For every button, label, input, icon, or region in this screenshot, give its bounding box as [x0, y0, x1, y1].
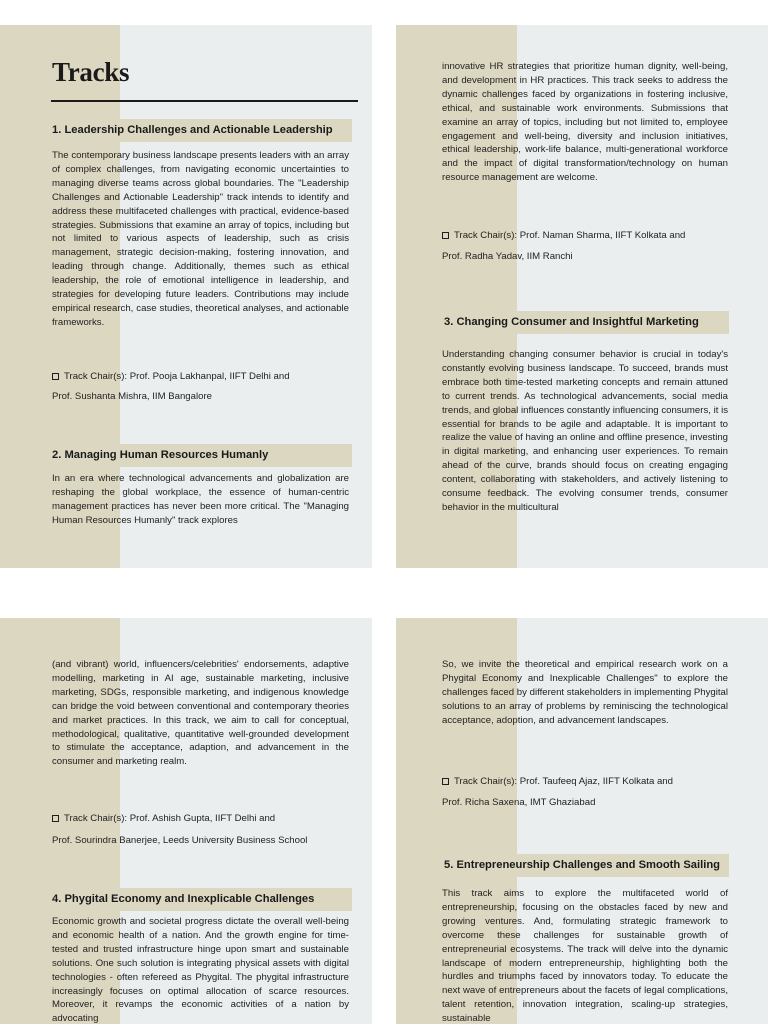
track-2-chair-text-1: Track Chair(s): Prof. Naman Sharma, IIFT Kolkata and — [454, 230, 686, 241]
track-1-body: The contemporary business landscape presents leaders with an array of complex challenges, from navigating economic uncertainties to managing diverse teams across global boundaries. The "Leadership Challenges and Actionable Leadership" track intends to identify and address these multifaceted challenges with practical, evidence-based strategies. Submissions that examine an array of topics, including but not limited to various aspects of leadership, such as crisis management, strategic decision-making, fostering innovation, and leading through change. Additionally, themes such as ethical leadership, the role of emotional intelligence in leadership, and strategies for developing future leaders. Contributions may include empirical research, case studies, theoretical analyses, and actionable frameworks. — [52, 150, 349, 328]
track-3-body-part-2: (and vibrant) world, influencers/celebrities' endorsements, adaptive modelling, marketing in AI age, sustainable marketing, inclusive marketing, SDGs, responsible marketing, and indigenous knowledge can bridge the void between conventional and contemporary theories and market practices. In this track, we aim to call for conceptual, methodological, qualitative, quantitative well-grounded development to stimulate the acceptance, adaption, and advancement in the consumer and marketing realm. — [52, 659, 349, 768]
track-2-heading: 2. Managing Human Resources Humanly — [49, 444, 352, 467]
track-2-chair-line-1 — [442, 230, 685, 241]
page-top-left — [0, 25, 372, 568]
track-2-body-part-2: innovative HR strategies that prioritize human dignity, well-being, and development in HR practices. This track seeks to address the dynamic challenges faced by organizations in fostering inclusive, ethical, and sustainable work environments. Submissions that examine an array of topics, including but not limited to, employee engagement and well-being, diversity and inclusion initiatives, ethical leadership, work-life balance, multi-generational workforce and the impact of digital transformation/technology on human resource management are welcome. — [442, 61, 728, 184]
track-5-body: This track aims to explore the multifaceted world of entrepreneurship, focusing on the obstacles faced by new and growing ventures. And, formulating strategic framework to overcome these challenges for sustainable growth of entrepreneurial ecosystems. The track will delve into the dynamic landscape of modern entrepreneurship, highlighting both the hurdles and triumphs faced by innovators today. To educate the next wave of entrepreneurs about the facets of legal complications, talent retention, innovation integration, scaling-up strategies, sustainable — [442, 888, 728, 1024]
track-3-body-part-1: Understanding changing consumer behavior is crucial in today's constantly evolving business landscape. To succeed, brands must embrace both time-tested marketing concepts and remain attuned to current trends. As technological advancements, social media trends, and global influences constantly influencing consumers, it is essential for brands to be agile and adaptable. It is important to realize the value of having an online and offline presence, investing in digital marketing, and enhancing user experiences. To remain ahead of the curve, brands should focus on creating engaging content, collaborating with stakeholders, and actively listening to consume feedback. The evolving consumer trends, consumer behavior in the multicultural — [442, 349, 728, 513]
checkbox-bullet-icon — [52, 373, 59, 380]
track-1-chair-text-1: Track Chair(s): Prof. Pooja Lakhanpal, IIFT Delhi and — [64, 371, 290, 382]
track-3-chair-text-1: Track Chair(s): Prof. Ashish Gupta, IIFT Delhi and — [64, 813, 276, 824]
track-4-heading: 4. Phygital Economy and Inexplicable Challenges — [49, 888, 352, 911]
track-3-chair-line-1 — [52, 813, 275, 824]
track-2-chair-line-2: Prof. Radha Yadav, IIM Ranchi — [442, 251, 573, 262]
checkbox-bullet-icon — [52, 815, 59, 822]
track-5-heading: 5. Entrepreneurship Challenges and Smooth Sailing — [441, 854, 729, 877]
track-1-heading: 1. Leadership Challenges and Actionable Leadership — [49, 119, 352, 142]
page-bottom-right — [396, 618, 768, 1024]
track-2-body-part-1: In an era where technological advancements and globalization are reshaping the global workplace, the essence of human-centric management practices has never been more critical. The "Managing Human Resources Humanly" track explores — [52, 473, 349, 526]
track-4-chair-line-1 — [442, 776, 673, 787]
track-4-body-part-1: Economic growth and societal progress dictate the overall well-being and economic health of a nation. And the growth engine for time-tested and trusted infrastructure hinge upon smart and sustainable solutions. One such solution is integrating physical assets with digital technologies - often refereed as Phygital. The phygital infrastructure increasingly focuses on optimal allocation of scarce resources. Moreover, it revamps the economic activities of a nation by advocating — [52, 916, 349, 1024]
track-4-body-part-2: So, we invite the theoretical and empirical research work on a Phygital Economy and Inexplicable Challenges" to explore the challenges faced by different stakeholders in implementing Phygital solutions to an array of problems by reminiscing the technological acceptance, adoption, and advancement landscapes. — [442, 659, 728, 726]
page-top-right — [396, 25, 768, 568]
page-bottom-left — [0, 618, 372, 1024]
checkbox-bullet-icon — [442, 778, 449, 785]
track-3-heading: 3. Changing Consumer and Insightful Marketing — [441, 311, 729, 334]
track-1-chair-line-1 — [52, 371, 290, 382]
track-4-chair-text-1: Track Chair(s): Prof. Taufeeq Ajaz, IIFT Kolkata and — [454, 776, 673, 787]
title-underline — [51, 100, 358, 102]
track-3-chair-line-2: Prof. Sourindra Banerjee, Leeds University Business School — [52, 835, 308, 846]
checkbox-bullet-icon — [442, 232, 449, 239]
track-4-chair-line-2: Prof. Richa Saxena, IMT Ghaziabad — [442, 797, 596, 808]
page-title: Tracks — [52, 57, 130, 87]
track-1-chair-line-2: Prof. Sushanta Mishra, IIM Bangalore — [52, 391, 212, 402]
